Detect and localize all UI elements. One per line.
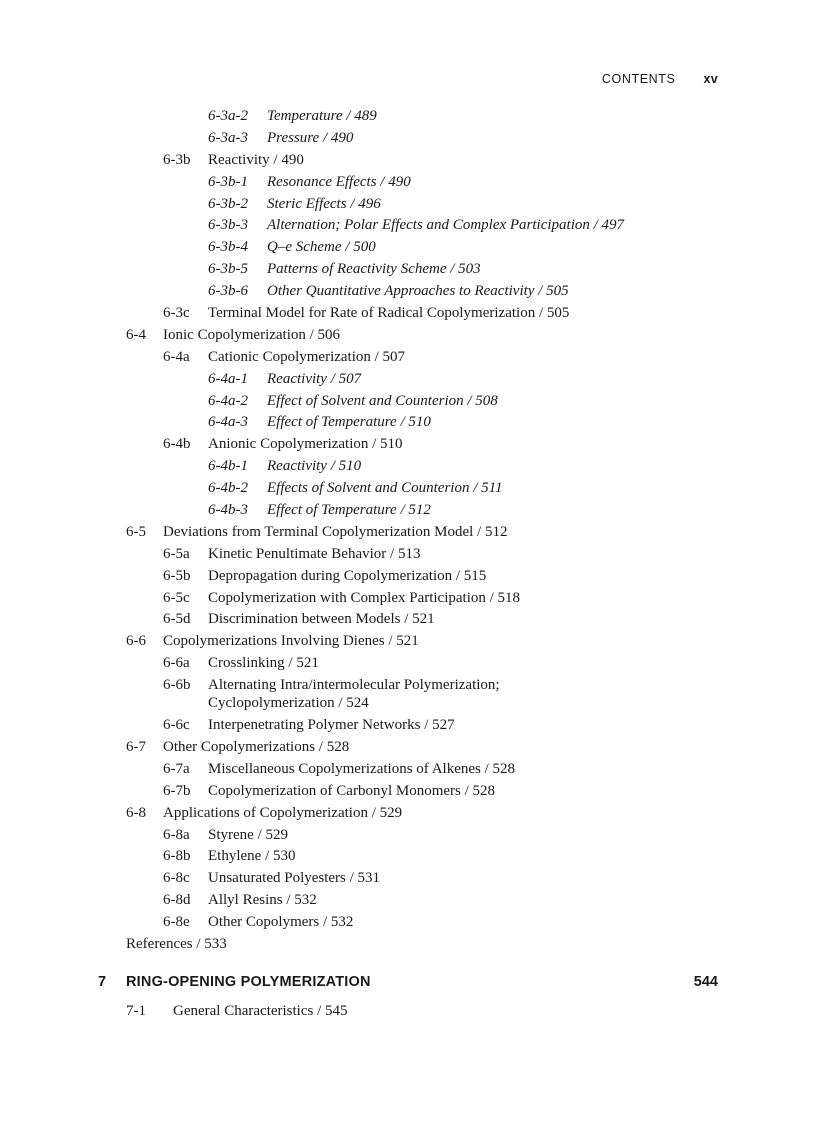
entry-text: Patterns of Reactivity Scheme / 503 <box>267 261 481 278</box>
entry-number: 6-4a-3 <box>208 414 248 431</box>
toc-entry <box>0 566 816 588</box>
entry-text: Effects of Solvent and Counterion / 511 <box>267 480 503 497</box>
entry-number: 6-8e <box>163 914 190 931</box>
entry-text: Styrene / 529 <box>208 826 288 843</box>
entry-number: 6-5c <box>163 589 190 606</box>
entry-number: 6-7a <box>163 760 190 777</box>
entry-text: Cationic Copolymerization / 507 <box>208 348 406 365</box>
entry-number: 6-3b-5 <box>208 261 248 278</box>
entry-text: Ethylene / 530 <box>208 848 296 865</box>
entry-text: Ionic Copolymerization / 506 <box>163 326 341 343</box>
entry-text: Effect of Solvent and Counterion / 508 <box>267 392 498 409</box>
toc-entry <box>0 544 816 566</box>
entry-number: 6-3a-2 <box>208 108 248 124</box>
entry-text: Steric Effects / 496 <box>267 195 381 212</box>
entry-number: 6-4 <box>126 326 146 343</box>
toc-entry <box>0 172 816 194</box>
entry-number: 6-3a-3 <box>208 129 248 146</box>
chapter-number: 7 <box>98 974 107 990</box>
toc-entry <box>0 781 816 803</box>
entry-text: Reactivity / 510 <box>267 458 362 475</box>
toc-entry <box>0 803 816 825</box>
entry-number: 6-3b-4 <box>208 239 248 256</box>
entry-text: Alternation; Polar Effects and Complex Participation / 497 <box>267 217 625 234</box>
toc-entry <box>0 215 816 237</box>
toc-entry <box>0 846 816 868</box>
toc-entry <box>0 281 816 303</box>
toc-entry <box>0 303 816 325</box>
entry-text: Temperature / 489 <box>267 108 377 124</box>
toc-entry <box>0 934 816 956</box>
toc-entry <box>0 259 816 281</box>
chapter-heading <box>98 974 718 994</box>
toc-entry <box>0 347 816 369</box>
entry-number: 6-4b-3 <box>208 502 248 519</box>
entry-number: 6-3b <box>163 151 191 168</box>
entry-number: 6-7 <box>126 738 146 755</box>
entry-number: 6-8b <box>163 848 191 865</box>
entry-number: 6-3b-6 <box>208 283 248 300</box>
toc-entry <box>0 715 816 737</box>
entry-number: 6-3b-3 <box>208 217 248 234</box>
entry-text: Other Copolymerizations / 528 <box>163 738 350 755</box>
entry-number: 6-3b-1 <box>208 173 248 190</box>
entry-number: 6-8c <box>163 870 190 887</box>
entry-number: 6-6 <box>126 633 146 650</box>
entry-text: Copolymerizations Involving Dienes / 521 <box>163 633 419 650</box>
entry-number: 6-5d <box>163 611 191 628</box>
entry-number: 6-4b <box>163 436 191 453</box>
entry-text: Applications of Copolymerization / 529 <box>163 804 403 821</box>
entry-text: Reactivity / 507 <box>267 370 362 387</box>
toc-entry <box>0 325 816 347</box>
toc-entry <box>0 194 816 216</box>
toc-entry <box>0 478 816 500</box>
toc-entry <box>0 694 816 712</box>
page-number: xv <box>703 72 718 86</box>
entry-number: 6-8d <box>163 892 191 909</box>
toc-entry <box>0 434 816 456</box>
toc-entry <box>0 631 816 653</box>
entry-number: 6-4b-1 <box>208 458 248 475</box>
entry-number: 6-8a <box>163 826 190 843</box>
toc-entry <box>0 868 816 890</box>
entry-text: Terminal Model for Rate of Radical Copolymerization / 505 <box>208 305 570 322</box>
entry-number: 6-6a <box>163 655 190 672</box>
toc-entry <box>0 412 816 434</box>
chapter-title: RING-OPENING POLYMERIZATION <box>126 974 371 990</box>
entry-number: 6-3c <box>163 305 190 322</box>
entry-text: Pressure / 490 <box>267 129 354 146</box>
toc-entry <box>0 150 816 172</box>
entry-text: Copolymerization with Complex Participation / 518 <box>208 589 521 606</box>
entry-text: Effect of Temperature / 510 <box>267 414 431 431</box>
entry-text: Q–e Scheme / 500 <box>267 239 376 256</box>
entry-text: Other Quantitative Approaches to Reactivity / 505 <box>267 283 569 300</box>
toc-entry <box>0 825 816 847</box>
toc-entry <box>0 759 816 781</box>
toc-entry <box>0 653 816 675</box>
entry-text: Alternating Intra/intermolecular Polymerization; <box>208 677 500 694</box>
chapter-page: 544 <box>693 974 718 990</box>
entry-text: Deviations from Terminal Copolymerization Model / 512 <box>163 523 508 540</box>
toc-entry <box>0 106 816 128</box>
entry-text: General Characteristics / 545 <box>173 1003 348 1019</box>
toc-entry <box>0 1000 816 1022</box>
entry-text: Resonance Effects / 490 <box>267 173 411 190</box>
entry-text: Discrimination between Models / 521 <box>208 611 435 628</box>
toc-entry <box>0 737 816 759</box>
entry-number: 6-4a-1 <box>208 370 248 387</box>
toc-entry <box>0 237 816 259</box>
entry-text: Allyl Resins / 532 <box>208 892 317 909</box>
entry-text: Crosslinking / 521 <box>208 655 319 672</box>
entry-number: 6-8 <box>126 804 146 821</box>
entry-text: Other Copolymers / 532 <box>208 914 354 931</box>
toc-entry <box>0 522 816 544</box>
entry-number: 6-5b <box>163 567 191 584</box>
entry-text: Miscellaneous Copolymerizations of Alkenes / 528 <box>208 760 516 777</box>
entry-text: Kinetic Penultimate Behavior / 513 <box>208 545 421 562</box>
entry-number: 7-1 <box>126 1003 146 1019</box>
entry-text: Interpenetrating Polymer Networks / 527 <box>208 717 455 734</box>
toc-entry <box>0 890 816 912</box>
toc-entry <box>0 128 816 150</box>
entry-text: Effect of Temperature / 512 <box>267 502 431 519</box>
entry-text: References / 533 <box>126 935 227 952</box>
toc-entry <box>0 912 816 934</box>
entry-text: Cyclopolymerization / 524 <box>208 695 369 712</box>
header-section: CONTENTS <box>601 72 676 86</box>
entry-text: Copolymerization of Carbonyl Monomers / 528 <box>208 782 496 799</box>
entry-number: 6-4a-2 <box>208 392 248 409</box>
entry-text: Anionic Copolymerization / 510 <box>208 436 403 453</box>
entry-number: 6-3b-2 <box>208 195 248 212</box>
entry-number: 6-5 <box>126 523 146 540</box>
entry-number: 6-4b-2 <box>208 480 248 497</box>
running-header <box>602 72 718 86</box>
toc-entry <box>0 391 816 413</box>
toc-entry <box>0 609 816 631</box>
entry-number: 6-4a <box>163 348 190 365</box>
toc-entry <box>0 500 816 522</box>
entry-number: 6-7b <box>163 782 191 799</box>
entry-text: Depropagation during Copolymerization / 515 <box>208 567 487 584</box>
toc-list <box>0 106 816 956</box>
entry-text: Reactivity / 490 <box>208 151 304 168</box>
toc-entry <box>0 588 816 610</box>
entry-number: 6-6b <box>163 677 191 694</box>
toc-entry <box>0 369 816 391</box>
entry-number: 6-5a <box>163 545 190 562</box>
entry-number: 6-6c <box>163 717 190 734</box>
entry-text: Unsaturated Polyesters / 531 <box>208 870 381 887</box>
toc-entry <box>0 456 816 478</box>
